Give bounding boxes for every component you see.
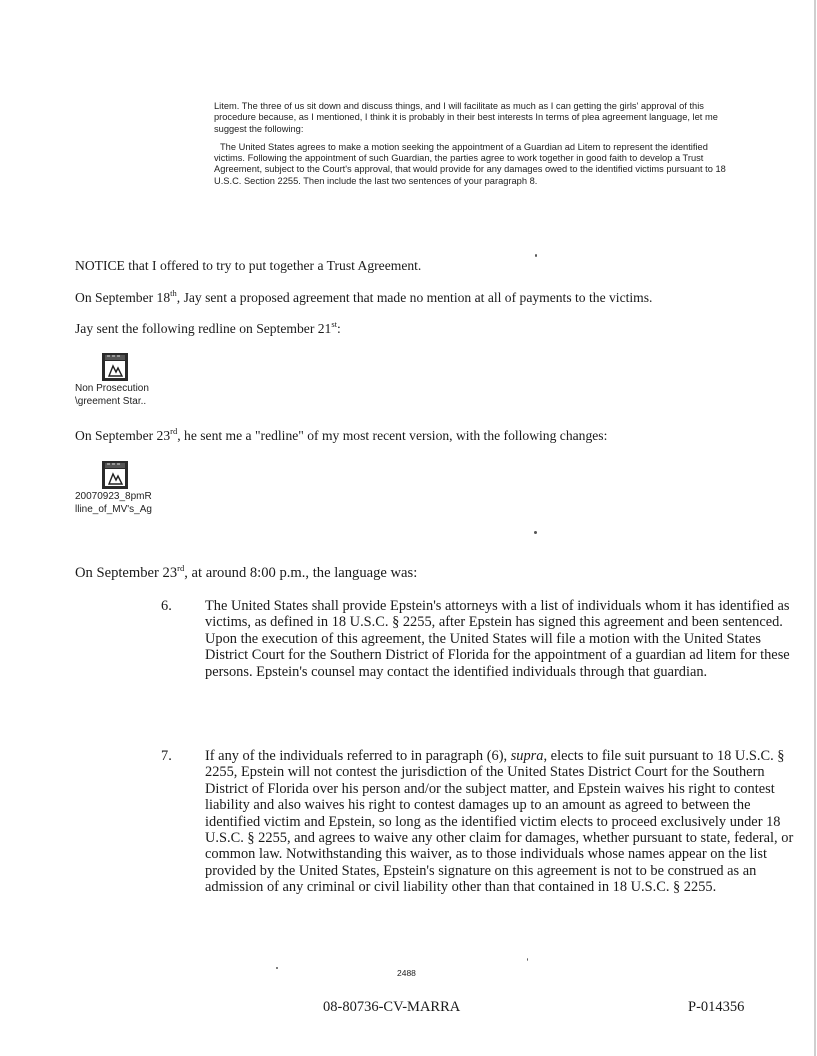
quoted-email-paragraph: Litem. The three of us sit down and discuss things, and I will facilitate as much as I can getting the girls' approval of this procedure because, as I mentioned, I think it is probably in their best interests In terms of plea agreement language, let me suggest the following:	[214, 101, 718, 134]
page-number: 2488	[397, 968, 416, 978]
quoted-email-block	[214, 101, 734, 187]
line-text: , at around 8:00 p.m., the language was:	[184, 565, 418, 581]
paragraph-text	[205, 748, 801, 896]
pdf-file-icon	[100, 352, 130, 382]
scan-speck	[534, 531, 537, 534]
notice-line: NOTICE that I offered to try to put together a Trust Agreement.	[75, 258, 422, 273]
paragraph-text-part: If any of the individuals referred to in paragraph (6),	[205, 748, 511, 764]
attachment-filename-line2: lline_of_MV's_Ag	[75, 504, 152, 515]
paragraph-text-italic: supra	[510, 748, 544, 764]
september-18-line	[75, 290, 652, 306]
line-text: On September 23	[75, 565, 178, 581]
line-text: , he sent me a "redline" of my most recent version, with the following changes:	[177, 428, 608, 443]
line-text: On September 23	[75, 428, 171, 443]
paragraph-number: 6.	[161, 598, 172, 614]
agreement-paragraph-6	[161, 598, 801, 680]
line-text: Jay sent the following redline on September 21	[75, 321, 332, 336]
ordinal-suffix: th	[170, 288, 177, 298]
line-text: , Jay sent a proposed agreement that made no mention at all of payments to the victims.	[176, 290, 653, 305]
scan-edge	[814, 0, 816, 1056]
attachment-redline[interactable]	[75, 460, 215, 516]
attachment-filename-line1: 20070923_8pmR	[75, 491, 152, 502]
scan-speck	[276, 967, 278, 969]
september-21-line	[75, 321, 341, 337]
september-23-redline-line	[75, 428, 607, 444]
line-text: On September 18	[75, 290, 171, 305]
paragraph-number: 7.	[161, 748, 172, 764]
paragraph-text-part: , elects to file suit pursuant to 18 U.S.C. § 2255, Epstein will not contest the jurisdiction of the United States District Court for the Southern District of Florida over his person and/or the subject matter, and Epstein waives his right to contest liability and also waives his right to contest damages up to an amount as agreed to between the identified victim and Epstein, so long as the identified victim elects to proceed exclusively under 18 U.S.C. § 2255, and agrees to waive any other claim for damages, whether pursuant to state, federal, or common law. Notwithstanding this waiver, as to those individuals whose names appear on the list provided by the United States, Epstein's signature on this agreement is not to be construed as an admission of any criminal or civil liability other than that contained in 18 U.S.C. § 2255.	[205, 748, 794, 896]
ordinal-suffix: rd	[170, 426, 178, 436]
september-23-language-line	[75, 565, 417, 582]
agreement-paragraph-7	[161, 748, 801, 896]
attachment-non-prosecution[interactable]	[75, 352, 215, 408]
quoted-plea-language: The United States agrees to make a motion seeking the appointment of a Guardian ad Litem to represent the identified victims. Following the appointment of such Guardian, the parties agree to work together in good faith to develop a Trust Agreement, subject to the Court's approval, that would provide for any damages owed to the identified victims pursuant to 18 U.S.C. Section 2255. Then include the last two sentences of your paragraph 8.	[214, 141, 726, 186]
scan-speck	[527, 958, 528, 961]
attachment-filename-line2: \greement Star..	[75, 396, 147, 407]
paragraph-text: The United States shall provide Epstein's attorneys with a list of individuals whom it has identified as victims, as defined in 18 U.S.C. § 2255, after Epstein has signed this agreement and been sentenced. Upon the execution of this agreement, the United States will file a motion with the United States District Court for the Southern District of Florida for the appointment of a guardian ad litem for these persons. Epstein's counsel may contact the identified individuals through that guardian.	[205, 598, 790, 680]
ordinal-suffix: rd	[177, 563, 185, 573]
ordinal-suffix: st	[331, 319, 338, 329]
case-number: 08-80736-CV-MARRA	[323, 999, 461, 1015]
pdf-file-icon	[100, 460, 130, 490]
line-text: :	[337, 321, 341, 336]
bates-number: P-014356	[688, 999, 745, 1015]
scan-speck	[535, 254, 537, 257]
attachment-filename-line1: Non Prosecution	[75, 383, 149, 394]
